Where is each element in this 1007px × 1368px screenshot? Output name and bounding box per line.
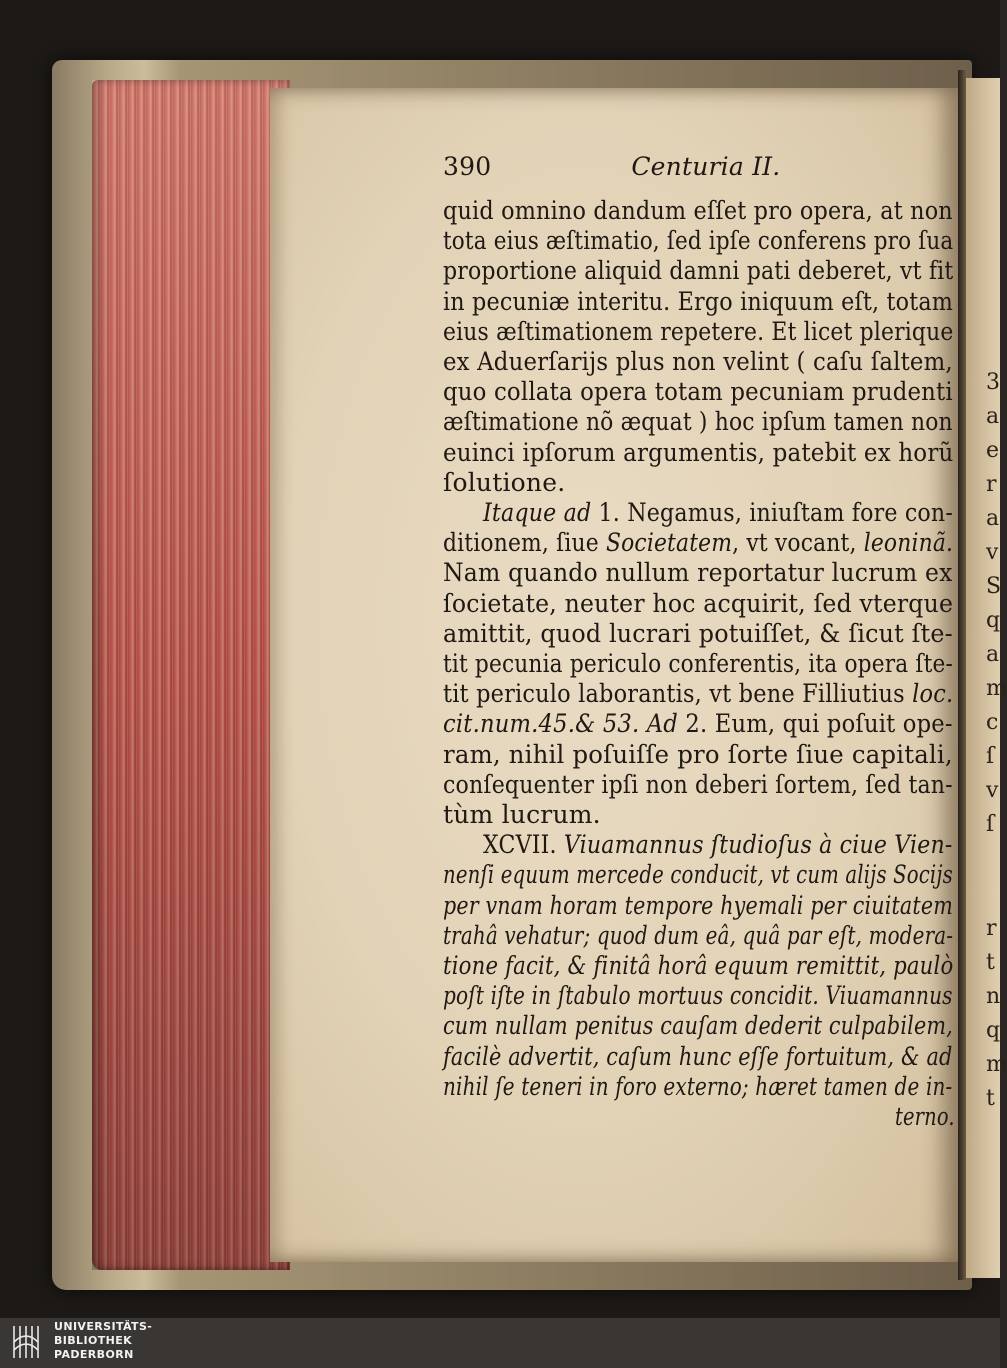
text-line xyxy=(443,377,953,407)
text-line xyxy=(443,347,953,377)
text-segment: , vt vocant, xyxy=(732,528,864,558)
text-segment: ſocietate, neuter hoc acquirit, ſed vterque xyxy=(443,588,954,618)
text-segment: nihil ſe teneri in foro externo; hæret tamen de in- xyxy=(443,1071,953,1101)
text-segment: ditionem, ſiue xyxy=(443,528,606,558)
text-segment: poſt iſte in ſtabulo mortuus concidit. Viuamannus xyxy=(443,981,953,1011)
facing-page-fragment: n xyxy=(986,984,1001,1009)
text-segment: in pecuniæ interitu. Ergo iniquum eſt, totam xyxy=(443,286,954,316)
text-line xyxy=(443,1011,953,1041)
text-segment: æſtimatione nõ æquat ) hoc ipſum tamen non xyxy=(443,407,953,437)
running-title: Centuria II. xyxy=(631,152,781,181)
text-segment: tùm lucrum. xyxy=(443,800,601,829)
text-line xyxy=(443,709,953,739)
facing-page-fragment: c xyxy=(986,710,999,735)
facing-page-fragment: 3 xyxy=(986,370,1000,395)
text-segment: tione facit, & finitâ horâ equum remittit, paulò xyxy=(443,951,954,980)
text-segment: conſequenter ipſi non deberi ſortem, ſed tan- xyxy=(443,769,953,799)
text-segment: ſolutione. xyxy=(443,467,566,497)
text-segment: tota eius æſtimatio, ſed ipſe conferens pro ſua xyxy=(443,226,954,256)
text-segment: tit periculo laborantis, vt bene Filliutius xyxy=(443,679,913,709)
facing-page-fragment: m xyxy=(986,1052,1007,1077)
text-segment: ex Aduerſarijs plus non velint ( caſu ſaltem, xyxy=(443,347,953,376)
text-segment: 1. Negamus, iniuſtam fore con- xyxy=(598,498,954,527)
text-segment: trahâ vehatur; quod dum eâ, quâ par eſt, modera- xyxy=(443,920,954,950)
text-segment: quo collata opera totam pecuniam prudenti xyxy=(443,377,953,407)
red-page-edges xyxy=(92,80,290,1270)
text-line xyxy=(443,256,953,286)
book-gutter xyxy=(958,70,966,1280)
facing-page-fragment: r xyxy=(986,472,997,497)
text-line xyxy=(443,558,953,588)
facing-page-fragment: v xyxy=(986,778,999,803)
text-segment: proportione aliquid damni pati deberet, vt fit xyxy=(443,256,954,286)
page-number: 390 xyxy=(443,152,492,181)
text-segment: loc. xyxy=(912,679,954,709)
text-line xyxy=(443,1042,953,1072)
text-segment: XCVII. xyxy=(483,830,564,860)
text-segment: eius æſtimationem repetere. Et licet plerique xyxy=(443,316,954,346)
facing-page-fragment: a xyxy=(986,506,1000,531)
text-segment: Itaque ad xyxy=(483,498,599,527)
running-head xyxy=(443,152,780,182)
text-line xyxy=(443,860,953,890)
text-line xyxy=(443,468,565,498)
text-segment: ram, nihil poſuiſſe pro ſorte ſiue capitali, xyxy=(443,739,953,769)
text-line xyxy=(443,951,953,981)
text-line xyxy=(443,921,953,951)
text-segment: facilè advertit, caſum hunc eſſe fortuitum, & ad xyxy=(443,1041,953,1071)
text-segment: amittit, quod lucrari potuiſſet, & ſicut ſte- xyxy=(443,618,953,648)
text-segment: cit.num.45.& 53. Ad xyxy=(443,709,686,739)
text-segment: cum nullam penitus cauſam dederit culpabilem, xyxy=(443,1011,953,1041)
facing-page-fragment: t xyxy=(986,950,995,975)
text-line xyxy=(443,226,953,256)
text-segment: tit pecunia periculo conferentis, ita opera ſte- xyxy=(443,649,953,678)
text-line xyxy=(443,619,953,649)
text-segment: nenſi equum mercede conducit, vt cum alijs Socijs xyxy=(443,860,953,890)
text-line xyxy=(443,287,953,317)
library-line-2: BIBLIOTHEK xyxy=(54,1334,133,1347)
facing-page-fragment: a xyxy=(986,404,1000,429)
facing-page-fragment: S xyxy=(986,574,1002,599)
library-line-1: UNIVERSITÄTS- xyxy=(54,1320,153,1333)
text-line xyxy=(443,649,953,679)
text-line xyxy=(443,407,953,437)
text-segment: quid omnino dandum eſſet pro opera, at non xyxy=(443,196,953,225)
facing-page-fragment: q xyxy=(986,1018,1001,1043)
text-line xyxy=(443,1072,952,1102)
text-segment: euinci ipſorum argumentis, patebit ex horũ xyxy=(443,437,954,467)
text-line xyxy=(443,438,953,468)
text-line xyxy=(443,196,953,226)
facing-page-fragment: ſ xyxy=(986,744,995,769)
text-line xyxy=(443,800,601,830)
text-segment: per vnam horam tempore hyemali per ciuitatem xyxy=(443,890,953,920)
library-logo-icon xyxy=(8,1322,48,1364)
facing-page-fragment: a xyxy=(986,642,1000,667)
library-name xyxy=(54,1320,152,1362)
text-segment: Societatem xyxy=(605,528,733,558)
text-line xyxy=(443,528,953,558)
facing-page-fragment: r xyxy=(986,916,997,941)
text-line xyxy=(895,1102,955,1132)
text-segment: terno. xyxy=(895,1102,955,1131)
text-line xyxy=(483,830,953,860)
text-line xyxy=(443,891,953,921)
facing-page-fragment: t xyxy=(986,1086,995,1111)
text-line xyxy=(483,498,953,528)
text-segment: Viuamannus ſtudioſus à ciue Vien- xyxy=(563,830,953,860)
text-segment: leoninã. xyxy=(863,528,954,558)
text-line xyxy=(443,317,953,347)
facing-page-fragment: e xyxy=(986,438,1000,463)
text-line xyxy=(443,589,953,619)
library-line-3: PADERBORN xyxy=(54,1348,134,1361)
text-segment: Nam quando nullum reportatur lucrum ex xyxy=(443,558,953,588)
text-segment: 2. Eum, qui poſuit ope- xyxy=(685,709,953,739)
facing-page-fragment: ſ xyxy=(986,812,995,837)
facing-page-fragment: q xyxy=(986,608,1001,633)
facing-page-fragment: m xyxy=(986,676,1007,701)
text-line xyxy=(443,770,953,800)
facing-page-fragment: v xyxy=(986,540,999,565)
text-line xyxy=(443,679,953,709)
text-line xyxy=(443,740,953,770)
text-line xyxy=(443,981,953,1011)
